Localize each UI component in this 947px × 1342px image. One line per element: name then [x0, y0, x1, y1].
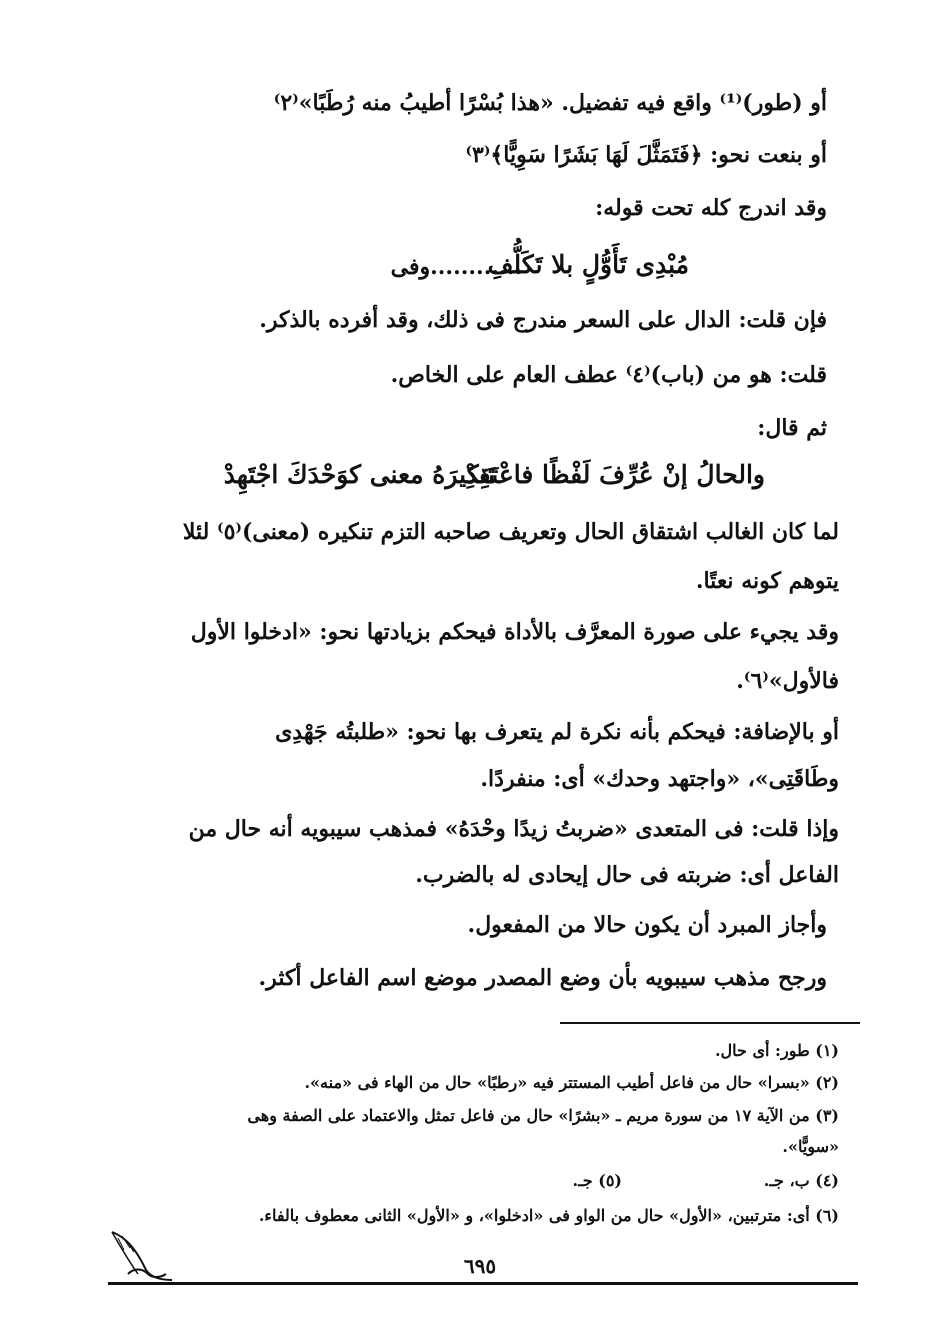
body-line-13: وإذا قلت: فى المتعدى «ضربتُ زيدًا وحْدَهُ» فمذهب سيبويه أنه حال من — [188, 816, 839, 842]
body-line-5: قلت: هو من (باب)⁽٤⁾ عطف العام على الخاص. — [390, 362, 827, 388]
body-line-2: أو بنعت نحو: ﴿فَتَمَثَّلَ لَهَا بَشَرًا سَوِيًّا﴾⁽٣⁾ — [465, 142, 827, 168]
body-line-6: ثم قال: — [757, 415, 827, 441]
body-line-12: وطَاقَتِى»، «واجتهد وحدك» أى: منفردًا. — [480, 766, 839, 792]
page-number: ٦٩٥ — [463, 1254, 497, 1278]
verse-1-right-hemistich: مُبْدِى تَأَوُّلٍ بلا تَكَلُّفِ — [487, 250, 689, 279]
footnote-5: (٥) جـ. — [572, 1171, 622, 1190]
body-line-14: الفاعل أى: ضربته فى حال إيحادى له بالضرب. — [415, 862, 839, 888]
footnote-2: (٢) «بسرا» حال من فاعل أطيب المستتر فيه «رطبًا» حال من الهاء فى «منه». — [304, 1073, 839, 1092]
body-line-3: وقد اندرج كله تحت قوله: — [595, 195, 827, 221]
footnote-1: (١) طور: أى حال. — [714, 1041, 839, 1060]
footnote-3: (٣) من الآية ١٧ من سورة مريم ـ «بشرًا» حال من فاعل تمثل والاعتماد على الصفة وهى — [247, 1106, 839, 1125]
body-line-7: لما كان الغالب اشتقاق الحال وتعريف صاحبه التزم تنكيره (معنى)⁽٥⁾ لئلا — [182, 519, 839, 545]
body-line-8: يتوهم كونه نعتًا. — [695, 568, 839, 594]
page-bottom-rule — [108, 1282, 858, 1285]
verse-2-left-hemistich: تَنكِيرَهُ معنى كوَحْدَكَ اجْتَهِدْ — [223, 460, 495, 489]
footnote-separator — [560, 1022, 860, 1024]
body-line-10: فالأول»⁽٦⁾. — [736, 668, 839, 694]
verse-1-left-hemistich: ............وفى — [390, 254, 522, 280]
footnote-4: (٤) ب، جـ. — [763, 1171, 839, 1190]
body-line-4: فإن قلت: الدال على السعر مندرج فى ذلك، وقد أفرده بالذكر. — [259, 307, 827, 333]
body-line-1: أو (طور)⁽¹⁾ واقع فيه تفضيل. «هذا بُسْرًا أطيبُ منه رُطَبًا»⁽٢⁾ — [273, 90, 827, 116]
body-line-11: أو بالإضافة: فيحكم بأنه نكرة لم يتعرف بها نحو: «طلبتُه جَهْدِى — [275, 719, 839, 745]
body-line-15: وأجاز المبرد أن يكون حالا من المفعول. — [467, 912, 827, 938]
footnote-3-continued: «سويًّا». — [782, 1137, 839, 1156]
body-line-9: وقد يجيء على صورة المعرَّف بالأداة فيحكم بزيادتها نحو: «ادخلوا الأول — [190, 619, 839, 645]
body-line-16: ورجح مذهب سيبويه بأن وضع المصدر موضع اسم الفاعل أكثر. — [258, 965, 827, 991]
verse-2-right-hemistich: والحالُ إنْ عُرِّفَ لَفْظًا فاعْتَقِدْ — [465, 460, 765, 489]
footnote-6: (٦) أى: مترتبين، «الأول» حال من الواو فى «ادخلوا»، و «الأول» الثانى معطوف بالفاء. — [258, 1206, 839, 1225]
